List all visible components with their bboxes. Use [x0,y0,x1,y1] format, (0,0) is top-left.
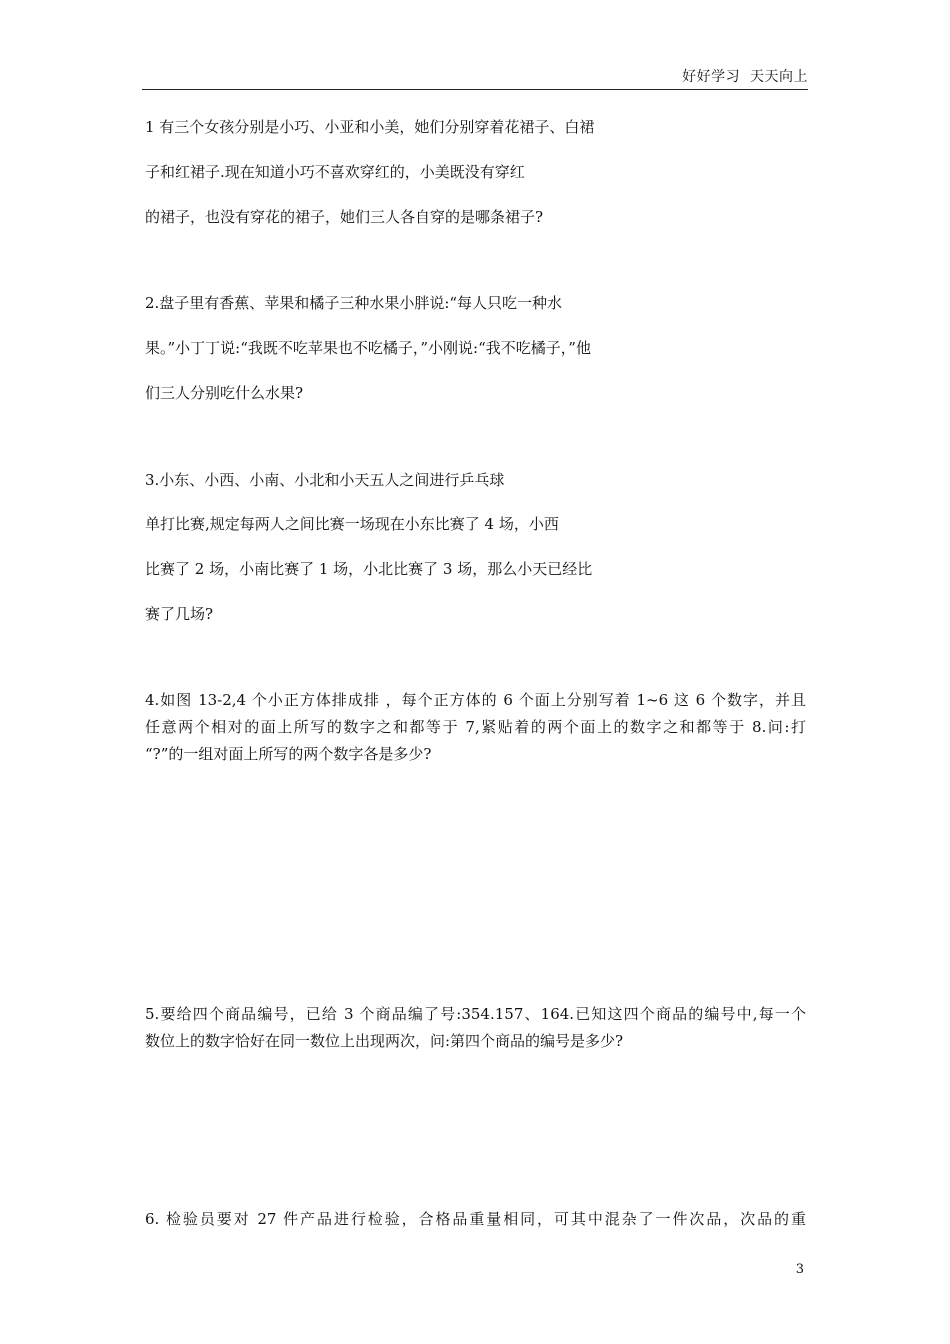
question-4-line-1: 4.如图 13-2,4 个小正方体排成排 ，每个正方体的 6 个面上分别写着 1~6 这 6 个数字，并且 [145,691,806,709]
header-motto: 好好学习 天天向上 [682,69,808,85]
question-2-line-1: 2.盘子里有香蕉、苹果和橘子三种水果小胖说:“每人只吃一种水 [145,294,563,312]
question-3-line-2: 单打比赛,规定每两人之间比赛一场现在小东比赛了 4 场，小西 [145,515,559,533]
question-3-line-1: 3.小东、小西、小南、小北和小天五人之间进行乒乓球 [145,471,505,489]
question-1-line-3: 的裙子，也没有穿花的裙子，她们三人各自穿的是哪条裙子? [145,208,544,226]
question-2-line-2: 果。”小丁丁说:“我既不吃苹果也不吃橘子，”小刚说:“我不吃橘子，”他 [145,339,591,357]
header-divider [142,89,808,90]
question-2-line-3: 们三人分别吃什么水果? [145,384,304,402]
question-3-line-4: 赛了几场? [145,605,214,623]
question-5-line-1: 5.要给四个商品编号，已给 3 个商品编了号:354.157、164.已知这四个商品的编号中,每一个 [145,1005,806,1023]
question-1-line-1: 1 有三个女孩分别是小巧、小亚和小美，她们分别穿着花裙子、白裙 [145,118,595,136]
question-4-line-3: “?”的一组对面上所写的两个数字各是多少? [145,745,432,763]
question-6-line-1: 6. 检验员要对 27 件产品进行检验，合格品重量相同，可其中混杂了一件次品，次品的重 [145,1210,806,1228]
question-3-line-3: 比赛了 2 场，小南比赛了 1 场，小北比赛了 3 场，那么小天已经比 [145,560,593,578]
page-number: 3 [795,1262,804,1277]
question-4-line-2: 任意两个相对的面上所写的数字之和都等于 7,紧贴着的两个面上的数字之和都等于 8.问:打 [145,718,806,736]
question-5-line-2: 数位上的数字恰好在同一数位上出现两次，问:第四个商品的编号是多少? [145,1032,624,1050]
question-1-line-2: 子和红裙子.现在知道小巧不喜欢穿红的，小美既没有穿红 [145,163,525,181]
